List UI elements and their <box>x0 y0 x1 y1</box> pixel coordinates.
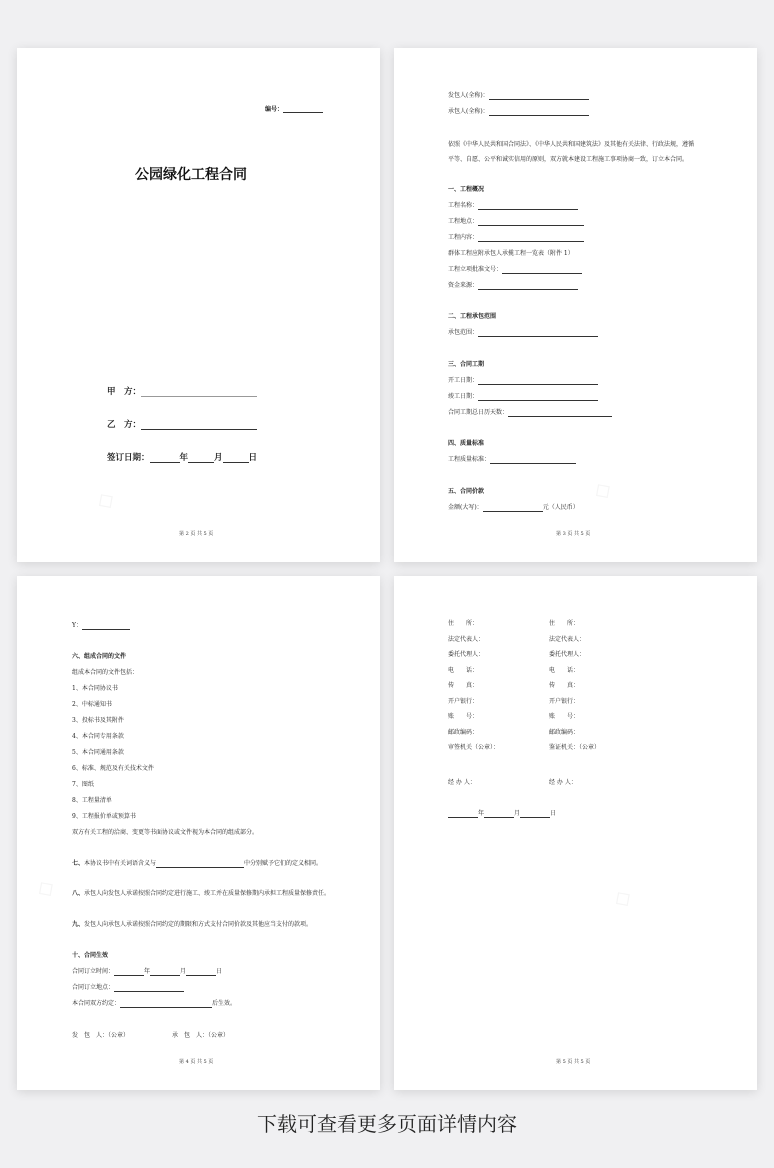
field-row: 承包范围： <box>448 329 598 337</box>
page-footer: 第 5 页 共 5 页 <box>556 1059 591 1065</box>
section-title: 三、合同工期 <box>448 361 485 368</box>
list-item: 7、图纸 <box>72 781 94 788</box>
page-footer: 第 4 页 共 5 页 <box>179 1059 214 1065</box>
field-row: 工程地点： <box>448 218 584 226</box>
field-row: 合同工期总日历天数： <box>448 409 612 417</box>
field-row: 资金来源： <box>448 282 578 290</box>
contractor-signature: 承 包 人：（公章） <box>172 1032 230 1039</box>
list-item: 1、本合同协议书 <box>72 685 118 692</box>
party-info-left: 开户银行： <box>448 697 479 705</box>
employer-signature: 发 包 人：（公章） <box>72 1032 130 1039</box>
party-info-right: 邮政编码： <box>549 728 580 736</box>
download-caption: 下载可查看更多页面详情内容 <box>257 1112 517 1136</box>
employer-field: 发包人(全称)： <box>448 92 589 100</box>
clause-8: 八、承包人向发包人承诺按照合同约定进行施工、竣工并在质量保修期内承担工程质量保修责任。 <box>72 890 331 897</box>
party-info-right: 鉴证机关：（公章） <box>549 744 601 751</box>
page-footer: 第 3 页 共 5 页 <box>556 531 591 537</box>
field-row: 合同订立时间： 年 月 日 <box>72 968 223 975</box>
text-line: 组成本合同的文件包括： <box>72 669 139 676</box>
contractor-field: 承包人(全称)： <box>448 108 589 116</box>
watermark: ◇ <box>588 475 617 506</box>
y-field: Y： <box>72 622 130 630</box>
party-info-left: 审签机关（公章）： <box>448 744 500 751</box>
field-row: 金额(大写)： 元（人民币） <box>448 504 579 511</box>
field-row: 工程立项批准文号： <box>448 266 582 274</box>
contract-page-4 <box>394 576 757 1090</box>
party-info-right: 传 真： <box>549 682 580 689</box>
field-row: 开工日期： <box>448 377 598 385</box>
contract-page-cover <box>17 48 380 562</box>
sign-date-field: 签订日期： 年 月 日 <box>107 453 258 463</box>
party-info-right: 电 话： <box>549 666 580 674</box>
watermark: ◇ <box>91 485 120 516</box>
section-title: 五、合同价款 <box>448 488 485 495</box>
party-b-field: 乙 方： <box>107 418 257 430</box>
section-title: 一、工程概况 <box>448 186 485 193</box>
party-info-right: 开户银行： <box>549 697 580 705</box>
intro-line-2: 平等、自愿、公平和诚实信用的原则，双方就本建设工程施工事项协商一致，订立本合同。 <box>448 156 689 163</box>
field-row: 工程内容： <box>448 234 584 242</box>
party-info-left: 邮政编码： <box>448 728 479 736</box>
party-info-right: 法定代表人： <box>549 635 586 643</box>
field-row: 工程名称： <box>448 202 578 210</box>
contract-page-3 <box>17 576 380 1090</box>
field-row: 本合同双方约定： 后生效。 <box>72 1000 237 1007</box>
list-item: 8、工程量清单 <box>72 797 112 804</box>
list-item: 3、投标书及其附件 <box>72 717 124 724</box>
date-row: 年 月 日 <box>448 810 556 818</box>
clause-9: 九、发包人向承包人承诺按照合同约定的期限和方式支付合同价款及其他应当支付的款项。 <box>72 921 313 928</box>
section-title: 六、组成合同的文件 <box>72 653 127 660</box>
contract-number: 编号： <box>265 104 323 113</box>
party-info-right: 委托代理人： <box>549 651 586 658</box>
party-info-left: 委托代理人： <box>448 651 485 658</box>
clause-7: 七、本协议书中有关词语含义与 中分别赋予它们的定义相同。 <box>72 860 323 867</box>
page-footer: 第 2 页 共 5 页 <box>179 531 214 537</box>
watermark: ◇ <box>608 883 637 914</box>
field-row: 群体工程应附承包人承揽工程一览表（附件 1） <box>448 250 574 257</box>
section-title: 二、工程承包范围 <box>448 313 497 320</box>
section-title: 十、合同生效 <box>72 952 109 959</box>
section-title: 四、质量标准 <box>448 440 485 447</box>
party-info-left: 法定代表人： <box>448 635 485 643</box>
party-info-left: 账 号： <box>448 713 479 720</box>
party-info-right: 账 号： <box>549 713 580 720</box>
watermark: ◇ <box>31 873 60 904</box>
party-info-right: 住 所： <box>549 620 580 627</box>
list-item: 5、本合同通用条款 <box>72 749 124 756</box>
field-row: 竣工日期： <box>448 393 598 401</box>
list-item: 9、工程报价单或预算书 <box>72 813 136 820</box>
list-item: 4、本合同专用条款 <box>72 733 124 740</box>
party-a-field: 甲 方： <box>107 385 257 397</box>
contract-page-2 <box>394 48 757 562</box>
list-item: 2、中标通知书 <box>72 701 112 708</box>
handler-right: 经 办 人： <box>549 779 577 786</box>
field-row: 工程质量标准： <box>448 456 576 464</box>
party-info-left: 住 所： <box>448 620 479 627</box>
field-row: 合同订立地点： <box>72 984 184 992</box>
handler-left: 经 办 人： <box>448 779 476 786</box>
document-title: 公园绿化工程合同 <box>135 167 247 183</box>
party-info-left: 传 真： <box>448 682 479 689</box>
party-info-left: 电 话： <box>448 666 479 674</box>
intro-line-1: 依照《中华人民共和国合同法》、《中华人民共和国建筑法》及其他有关法律、行政法规，遵循 <box>448 141 695 148</box>
text-line: 双方有关工程的洽商、变更等书面协议或文件视为本合同的组成部分。 <box>72 829 259 836</box>
list-item: 6、标准、规范及有关技术文件 <box>72 765 154 772</box>
